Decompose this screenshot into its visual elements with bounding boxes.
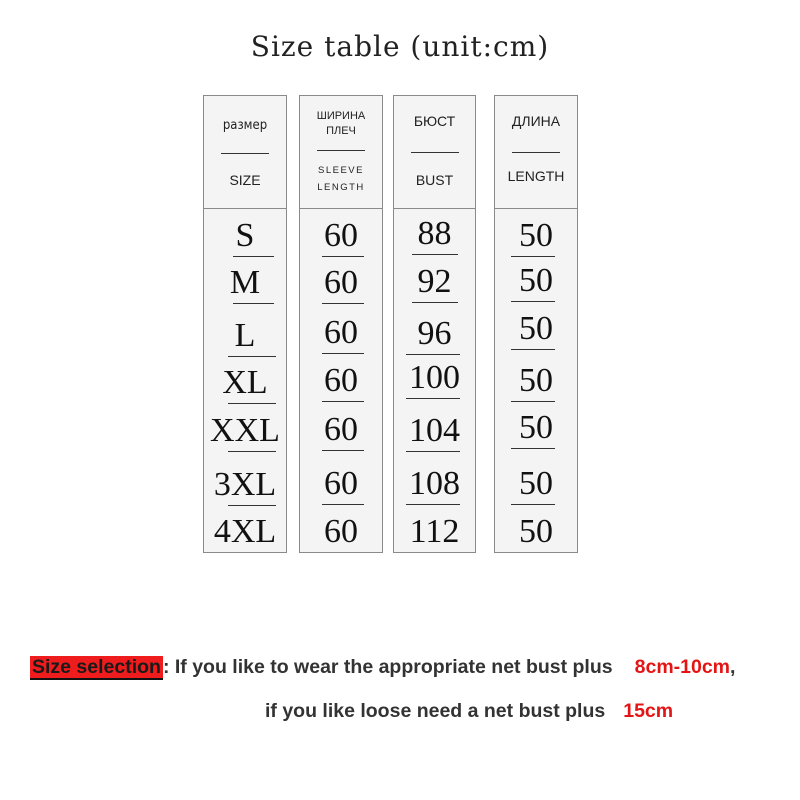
cell-underline	[406, 354, 460, 355]
cell-underline	[322, 504, 364, 505]
cell-underline	[228, 356, 276, 357]
size-cell: L	[234, 317, 256, 354]
size-selection-note-line1	[30, 656, 735, 679]
sleeve-cell: 60	[324, 411, 358, 448]
note-line2-value: 15cm	[623, 700, 674, 722]
bust-header-russian: БЮСТ	[413, 113, 456, 129]
length-cell: 50	[519, 217, 553, 254]
bust-cell: 92	[417, 263, 452, 300]
cell-underline	[511, 504, 555, 505]
size-cell: 3XL	[213, 466, 277, 503]
cell-underline	[228, 451, 276, 452]
bust-cell: 100	[409, 359, 460, 396]
table-title: Size table (unit:cm)	[250, 30, 550, 63]
length-column-header	[495, 96, 577, 209]
note-line2-text: if you like loose need a net bust plus	[265, 700, 606, 722]
length-cell: 50	[519, 262, 553, 299]
size-cell: XL	[222, 364, 268, 401]
size-cell: XXL	[210, 412, 280, 449]
length-header-english: LENGTH	[507, 168, 565, 184]
sleeve-column	[299, 95, 383, 553]
size-cell: S	[235, 217, 255, 254]
length-cell: 50	[519, 409, 553, 446]
bust-cell: 104	[409, 412, 460, 449]
cell-underline	[322, 256, 364, 257]
sleeve-header-english-line2: LENGTH	[317, 182, 365, 193]
bust-cell: 112	[409, 513, 460, 550]
size-selection-label: Size selection	[32, 656, 161, 678]
cell-underline	[412, 254, 458, 255]
size-column	[203, 95, 287, 553]
cell-underline	[511, 301, 555, 302]
cell-underline	[233, 256, 274, 257]
sleeve-header-russian	[300, 109, 382, 139]
length-cell: 50	[519, 362, 553, 399]
cell-underline	[322, 353, 364, 354]
sleeve-cell: 60	[324, 264, 358, 301]
cell-underline	[228, 505, 276, 506]
sleeve-header-english-line1: SLEEVE	[318, 165, 364, 176]
sleeve-cell: 60	[324, 217, 358, 254]
sleeve-header-russian-line2: ПЛЕЧ	[326, 125, 356, 137]
size-cell: 4XL	[213, 513, 277, 550]
bust-column-header	[394, 96, 475, 209]
bust-column	[393, 95, 476, 553]
cell-underline	[322, 303, 364, 304]
cell-underline	[511, 349, 555, 350]
cell-underline	[511, 448, 555, 449]
sleeve-cell: 60	[324, 362, 358, 399]
header-divider	[317, 150, 365, 151]
sleeve-cell: 60	[324, 465, 358, 502]
size-header-russian: размер	[222, 118, 268, 133]
note-line1-value: 8cm-10cm	[634, 656, 731, 678]
length-cell: 50	[519, 513, 553, 550]
size-cell: M	[229, 264, 261, 301]
cell-underline	[406, 451, 460, 452]
size-header-english: SIZE	[229, 172, 261, 188]
header-divider	[221, 153, 269, 154]
header-divider	[411, 152, 459, 153]
cell-underline	[322, 401, 364, 402]
length-column	[494, 95, 578, 553]
cell-underline	[511, 401, 555, 402]
header-divider	[512, 152, 560, 153]
sleeve-cell: 60	[324, 513, 358, 550]
note-line1-end: ,	[730, 656, 736, 678]
sleeve-header-russian-line1: ШИРИНА	[316, 110, 366, 122]
cell-underline	[511, 256, 555, 257]
cell-underline	[406, 398, 460, 399]
size-selection-note-line2	[265, 700, 673, 723]
cell-underline	[233, 303, 274, 304]
sleeve-header-english	[300, 162, 382, 196]
cell-underline	[412, 302, 458, 303]
bust-cell: 88	[417, 215, 452, 252]
cell-underline	[406, 504, 460, 505]
length-cell: 50	[519, 310, 553, 347]
sleeve-cell: 60	[324, 314, 358, 351]
note-line1-text: : If you like to wear the appropriate net bust plus	[162, 656, 613, 678]
length-cell: 50	[519, 465, 553, 502]
length-header-russian: ДЛИНА	[511, 113, 561, 129]
size-column-header	[204, 96, 286, 209]
sleeve-column-header	[300, 96, 382, 209]
cell-underline	[228, 403, 276, 404]
bust-cell: 108	[409, 465, 460, 502]
cell-underline	[322, 450, 364, 451]
bust-cell: 96	[417, 315, 452, 352]
bust-header-english: BUST	[415, 172, 454, 188]
